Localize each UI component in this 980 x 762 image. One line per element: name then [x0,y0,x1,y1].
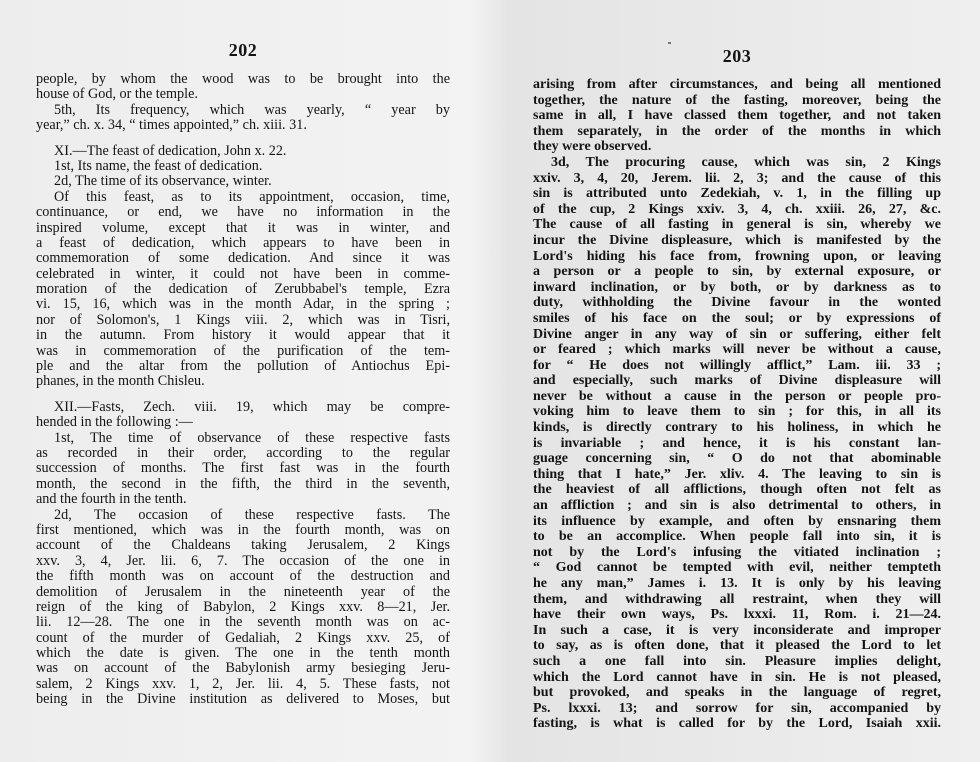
text-line: celebrated in winter, it could not have been in comme- [36,265,450,282]
text-line: 1st, Its name, the feast of dedication. [54,157,263,174]
text-line: 3d, The procuring cause, which was sin, 2 Kings [551,154,941,170]
text-line: have their own ways, Ps. lxxxi. 11, Rom. i. 21—24. [533,607,941,623]
text-line: them, and withdrawing all restraint, when they will [533,591,941,607]
text-line: Divine anger in any way of sin or suffering, either felt [533,326,941,342]
text-line: they were observed. [533,139,652,155]
text-line: kinds, is directly contrary to his holiness, in which he [533,420,941,436]
text-line: a person or a people to sin, by external exposure, or [533,264,941,280]
text-line: nor of Solomon's, 1 Kings viii. 2, which was in Tisri, [36,311,450,328]
text-line: of the cup, 2 Kings xxiv. 3, 4, ch. xxiii. 26, 27, &c. [533,201,941,217]
text-line: and especially, such marks of Divine displeasure will [533,373,941,389]
text-line: people, by whom the wood was to be brought into the [36,71,450,87]
text-line: xxiv. 3, 4, 20, Jerem. lii. 2, 3; and the cause of this [533,170,941,186]
text-line: inspired volume, except that it was in winter, and [36,219,450,236]
text-line: but provoked, and speaks in the language of regret, [533,685,941,701]
text-line: same in all, I have classed them together, and not taken [533,108,941,124]
text-line: smiles of his face on the soul; or by expressions of [533,310,941,326]
text-line: them separately, in the order of the months in which [533,123,941,139]
text-line: voking him to leave them to sin ; for this, in all its [533,404,941,420]
text-line: to be an accomplice. When people fall into sin, it is [533,529,941,545]
left-page [36,0,450,762]
right-page [533,0,941,762]
text-line: arising from after circumstances, and being all mentioned [533,77,941,92]
text-line: The cause of all fasting in general is sin, whereby we [533,217,941,233]
text-line: never be without a cause in the person or people pro- [533,388,941,404]
text-line: for “ He does not willingly afflict,” Lam. iii. 33 ; [533,357,941,373]
text-line: hended in the following :— [36,414,193,431]
text-line: phanes, in the month Chisleu. [36,373,205,390]
text-line: commemoration of some dedication. And since it was [36,250,450,267]
text-line: moration of the dedication of Zerubbabel's temple, Ezra [36,281,450,298]
text-line: is invariable ; and hence, it is his constant lan- [533,435,941,451]
text-line: being in the Divine institution as delivered to Moses, but [36,691,450,708]
text-line: Lord's hiding his face from, frowning upon, or leaving [533,248,941,264]
text-line: the heaviest of all afflictions, though often not felt as [533,482,941,498]
text-line: ple and the altar from the pollution of Antiochus Epi- [36,358,450,375]
text-line: a feast of dedication, which appears to have been in [36,234,450,251]
text-line: month, the second in the fifth, the third in the seventh, [36,475,450,492]
text-line: was on account of the Babylonish army besieging Jeru- [36,660,450,677]
text-line: lii. 12—28. The one in the seventh month was on ac- [36,614,450,631]
text-line: as recorded in their order, according to the regular [36,444,450,461]
text-line: account of the Chaldeans taking Jerusalem, 2 Kings [36,537,450,554]
text-line: house of God, or the temple. [36,86,198,103]
text-line: Of this feast, as to its appointment, occasion, time, [54,188,450,205]
text-line: “ God cannot be tempted with evil, neither tempteth [533,560,941,576]
text-line: continuance, or end, we have no information in the [36,204,450,221]
text-line: which the Lord cannot have in sin. He is not pleased, [533,669,941,685]
text-line: xxv. 3, 4, Jer. lii. 6, 7. The occasion of the one in [36,552,450,569]
text-line: such a one fall into sin. Pleasure implies delight, [533,653,941,669]
text-line: year,” ch. x. 34, “ times appointed,” ch. xiii. 31. [36,117,307,134]
text-line: incur the Divine displeasure, which is manifested by the [533,232,941,248]
left-page-text [36,72,450,708]
text-line: guage concerning sin, “ O do not that abominable [533,451,941,467]
text-line: 2d, The time of its observance, winter. [54,173,272,190]
text-line: demolition of Jerusalem in the nineteenth year of the [36,583,450,600]
text-line: an affliction ; and sin is also detrimental to others, in [533,498,941,514]
text-line: Ps. lxxxi. 13; and sorrow for sin, accompanied by [533,700,941,716]
text-line: thing that I hate,” Jer. xliv. 4. The leaving to sin is [533,466,941,482]
page-number-right: 203 [722,46,752,66]
text-line: salem, 2 Kings xxv. 1, 2, Jer. lii. 4, 5. These fasts, not [36,675,450,692]
right-page-text [533,77,941,732]
text-line: to say, as is often done, that it pleased the Lord to let [533,638,941,654]
text-line: first mentioned, which was in the fourth month, was on [36,521,450,538]
text-line: In such a case, it is very inconsiderate and improper [533,622,941,638]
text-line: was in commemoration of the purification of the tem- [36,342,450,359]
text-line: count of the murder of Gedaliah, 2 Kings xxv. 25, of [36,629,450,646]
text-line: succession of months. The first fast was in the fourth [36,460,450,477]
page-number-left: 202 [228,40,258,60]
text-line: 2d, The occasion of these respective fasts. The [54,506,450,523]
text-line: reign of the king of Babylon, 2 Kings xxv. 8—21, Jer. [36,598,450,615]
text-line: not by the Lord's infusing the vitiated inclination ; [533,544,941,560]
text-line: or feared ; which marks will never be without a cause, [533,342,941,358]
text-line: fasting, is what is called for by the Lord, Isaiah xxii. [533,716,941,732]
text-line: in the autumn. From history it would appear that it [36,327,450,344]
text-line: sin is attributed unto Zedekiah, v. 1, in the filling up [533,186,941,202]
text-line: the fifth month was on account of the destruction and [36,568,450,585]
text-line: together, the nature of the fasting, moreover, being the [533,92,941,108]
text-line: XI.—The feast of dedication, John x. 22. [54,142,287,159]
text-line: he any man,” James i. 13. It is only by his leaving [533,576,941,591]
text-line: 5th, Its frequency, which was yearly, “ year by [54,101,450,118]
text-line: which the date is given. The one in the tenth month [36,645,450,662]
text-line: vi. 15, 16, which was in the month Adar, in the spring ; [36,296,450,313]
text-line: XII.—Fasts, Zech. viii. 19, which may be compre- [54,398,450,415]
text-line: inward inclination, or by both, or by darkness as to [533,279,941,295]
text-line: its influence by example, and often by ensnaring them [533,513,941,529]
text-line: 1st, The time of observance of these respective fasts [54,429,450,446]
text-line: duty, withholding the Divine favour in the wonted [533,295,941,311]
text-line: and the fourth in the tenth. [36,491,187,508]
